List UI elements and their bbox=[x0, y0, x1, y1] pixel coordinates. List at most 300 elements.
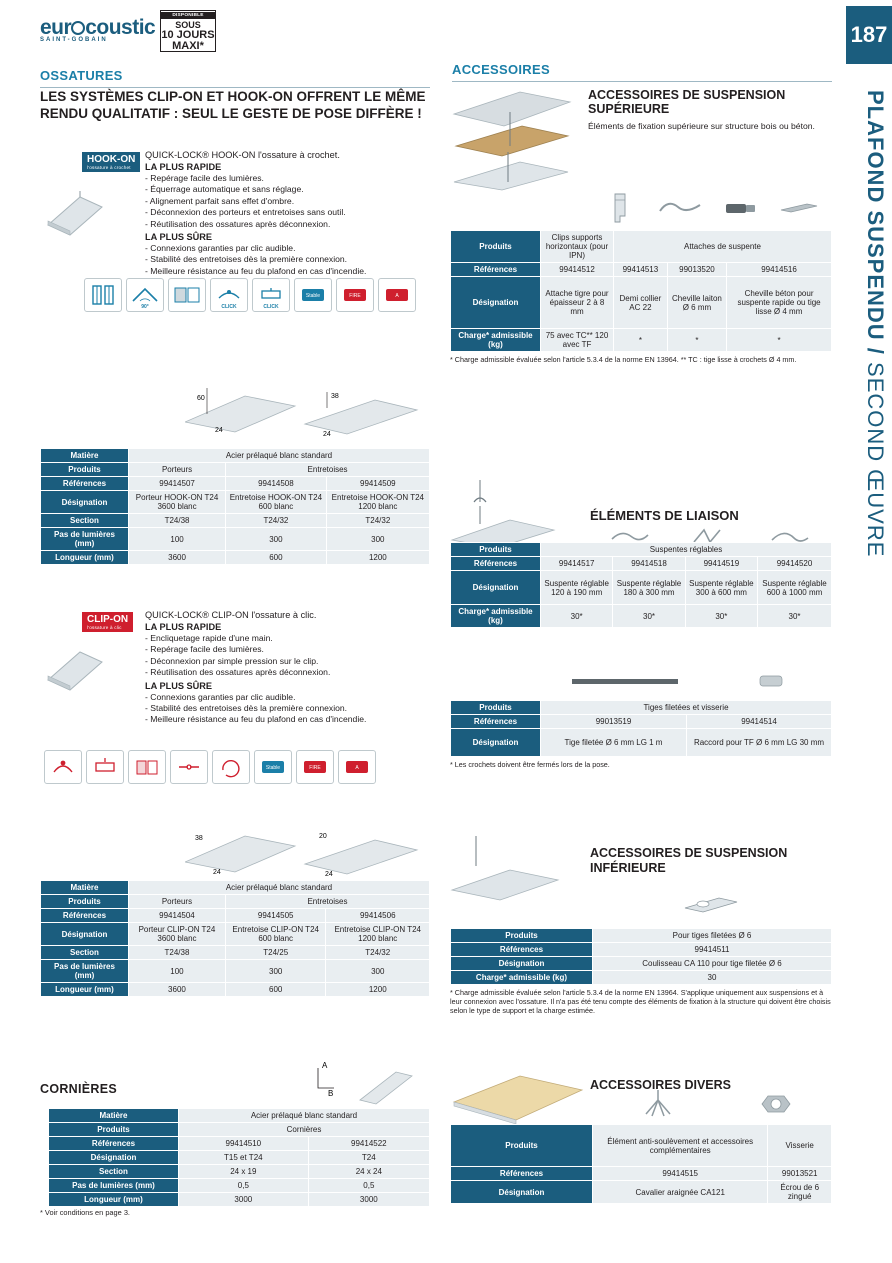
table-suspension-sup bbox=[450, 230, 832, 352]
cornieres-heading bbox=[40, 1082, 150, 1096]
cell: 99414504 bbox=[129, 909, 226, 923]
table-row bbox=[41, 923, 430, 946]
cell: 0,5 bbox=[179, 1179, 309, 1193]
table-row bbox=[451, 277, 832, 329]
liaison-image bbox=[450, 478, 560, 552]
table-row bbox=[451, 701, 832, 715]
hook-on-list-2 bbox=[145, 243, 435, 277]
table-row bbox=[49, 1123, 430, 1137]
clip-on-pictogram-row bbox=[44, 750, 376, 784]
row-label: Désignation bbox=[451, 571, 541, 605]
row-label: Désignation bbox=[451, 277, 541, 329]
table-row bbox=[49, 1137, 430, 1151]
cell: 99414519 bbox=[685, 557, 757, 571]
cell: 99414509 bbox=[326, 477, 429, 491]
table-row bbox=[451, 1167, 832, 1181]
cell: Demi collier AC 22 bbox=[614, 277, 668, 329]
svg-text:A: A bbox=[322, 1062, 328, 1070]
row-label: Charge* admissible (kg) bbox=[451, 329, 541, 352]
table-row bbox=[49, 1179, 430, 1193]
clip-on-heading-1: LA PLUS RAPIDE bbox=[145, 622, 222, 632]
row-label: Produits bbox=[451, 1125, 593, 1167]
cell: T24/38 bbox=[129, 514, 226, 528]
row-label: Produits bbox=[451, 701, 541, 715]
picto-caption: CLICK bbox=[263, 304, 279, 310]
cell: Entretoise CLIP-ON T24 600 blanc bbox=[225, 923, 326, 946]
cell: 300 bbox=[226, 528, 327, 551]
table-row bbox=[41, 909, 430, 923]
page-side-tab bbox=[846, 0, 892, 1263]
liaison-note: * Les crochets doivent être fermés lors de la pose. bbox=[450, 760, 610, 769]
click2-icon bbox=[252, 278, 290, 312]
table-row bbox=[41, 960, 430, 983]
cell: Écrou de 6 zingué bbox=[768, 1181, 832, 1204]
ecrou-icon bbox=[758, 1090, 794, 1120]
cell: 1200 bbox=[326, 983, 430, 997]
row-label: Désignation bbox=[41, 923, 129, 946]
row-label: Section bbox=[49, 1165, 179, 1179]
cavalier-araignee-icon bbox=[635, 1086, 681, 1122]
svg-text:FIRE: FIRE bbox=[349, 293, 361, 299]
cell: T15 et T24 bbox=[179, 1151, 309, 1165]
cell: 75 avec TC** 120 avec TF bbox=[541, 329, 614, 352]
svg-text:FIRE: FIRE bbox=[309, 765, 321, 771]
cell: Suspente réglable 180 à 300 mm bbox=[613, 571, 685, 605]
cell: Acier prélaqué blanc standard bbox=[129, 881, 430, 895]
cell: 99414513 bbox=[614, 263, 668, 277]
clip-on-badge bbox=[82, 612, 133, 632]
clip-on-section-drawing bbox=[185, 818, 425, 882]
raccord-icon bbox=[712, 671, 832, 693]
svg-text:Stable: Stable bbox=[305, 293, 321, 299]
list-item: - Meilleure résistance au feu du plafond en cas d'incendie. bbox=[145, 714, 435, 725]
clip-on-specs-table bbox=[40, 880, 430, 997]
cell: 30* bbox=[758, 605, 832, 628]
row-label: Produits bbox=[451, 231, 541, 263]
svg-text:A: A bbox=[355, 765, 359, 771]
suspension-sup-image bbox=[450, 86, 580, 198]
row-label: Désignation bbox=[49, 1151, 179, 1165]
cell: 100 bbox=[129, 528, 226, 551]
row-label: Section bbox=[41, 946, 129, 960]
cheville-beton-icon bbox=[770, 187, 830, 229]
cell: Suspente réglable 120 à 190 mm bbox=[541, 571, 613, 605]
table-row bbox=[451, 605, 832, 628]
table-row bbox=[451, 329, 832, 352]
cell: 0,5 bbox=[308, 1179, 429, 1193]
right-section-rule bbox=[452, 81, 832, 82]
table-row bbox=[451, 971, 832, 985]
cell: 300 bbox=[225, 960, 326, 983]
cell: Attache tigre pour épaisseur 2 à 8 mm bbox=[541, 277, 614, 329]
row-label: Produits bbox=[451, 543, 541, 557]
one-hand-clip-icon bbox=[44, 750, 82, 784]
table-row bbox=[451, 231, 832, 263]
picto-caption: 90° bbox=[141, 304, 149, 310]
stable-system-icon bbox=[254, 750, 292, 784]
right-section-heading bbox=[452, 62, 832, 82]
svg-text:B: B bbox=[328, 1089, 334, 1098]
row-label: Désignation bbox=[451, 1181, 593, 1204]
suspension-sup-title: ACCESSOIRES DE SUSPENSION SUPÉRIEURE bbox=[588, 88, 786, 116]
clip-on-badge-sub: l'ossature à clic bbox=[87, 625, 122, 630]
fire-break-icon bbox=[336, 278, 374, 312]
suspension-inf-table-wrap bbox=[450, 928, 832, 1015]
badge-line1: SOUS bbox=[175, 20, 201, 30]
hook-on-heading-1: LA PLUS RAPIDE bbox=[145, 162, 222, 172]
table-row bbox=[49, 1151, 430, 1165]
table-row bbox=[49, 1109, 430, 1123]
disconnect-icon bbox=[170, 750, 208, 784]
list-item: - Stabilité des entretoises dès la première connexion. bbox=[145, 703, 435, 714]
hook-on-section-drawing bbox=[185, 378, 425, 442]
row-label: Matière bbox=[49, 1109, 179, 1123]
table-row bbox=[41, 449, 430, 463]
cell: * bbox=[614, 329, 668, 352]
cell: 1200 bbox=[326, 551, 429, 565]
hook-on-badge-sub: l'ossature à crochet bbox=[87, 165, 131, 170]
cell: 600 bbox=[226, 551, 327, 565]
cell: 99414512 bbox=[541, 263, 614, 277]
cornieres-table-wrap bbox=[48, 1108, 430, 1207]
demi-collier-icon bbox=[651, 187, 711, 229]
table-hook-on bbox=[40, 448, 430, 565]
cell: 300 bbox=[326, 528, 429, 551]
cell: 600 bbox=[225, 983, 326, 997]
suspension-sup-table-wrap bbox=[450, 230, 832, 364]
cell: 3600 bbox=[129, 551, 226, 565]
hook-on-pictogram-row bbox=[84, 278, 416, 312]
cell: 30* bbox=[685, 605, 757, 628]
clip-on-list-1 bbox=[145, 633, 435, 679]
svg-text:60: 60 bbox=[197, 395, 205, 402]
cell: Porteurs bbox=[129, 463, 226, 477]
cell: 24 x 24 bbox=[308, 1165, 429, 1179]
table-row bbox=[451, 557, 832, 571]
cell: Entretoise HOOK-ON T24 1200 blanc bbox=[326, 491, 429, 514]
cell: Suspente réglable 300 à 600 mm bbox=[685, 571, 757, 605]
list-item: - Encliquetage rapide d'une main. bbox=[145, 633, 435, 644]
row-label: Produits bbox=[451, 929, 593, 943]
svg-text:24: 24 bbox=[325, 871, 333, 878]
side-title-bold: PLAFOND SUSPENDU / bbox=[863, 90, 888, 355]
divers-icon-row bbox=[596, 1070, 832, 1124]
row-label: Matière bbox=[41, 449, 129, 463]
corniere-drawing bbox=[300, 1062, 420, 1112]
section-side-title bbox=[848, 90, 888, 790]
fire-break-icon bbox=[296, 750, 334, 784]
cell: Acier prélaqué blanc standard bbox=[179, 1109, 430, 1123]
brand-name-part1: eur bbox=[40, 16, 72, 39]
table-row bbox=[41, 551, 430, 565]
table-row bbox=[451, 263, 832, 277]
cell: 24 x 19 bbox=[179, 1165, 309, 1179]
badge-line3: MAXI* bbox=[172, 40, 204, 52]
brand-name-part2: coustic bbox=[85, 16, 156, 39]
cell: Suspentes réglables bbox=[541, 543, 832, 557]
clip-on-text-block bbox=[145, 610, 435, 726]
fire-break-a-icon bbox=[378, 278, 416, 312]
row-label: Charge* admissible (kg) bbox=[451, 605, 541, 628]
suspension-inf-image bbox=[450, 832, 570, 914]
liaison-title: ÉLÉMENTS DE LIAISON bbox=[590, 508, 739, 523]
table-row bbox=[41, 514, 430, 528]
stable-system-icon bbox=[294, 278, 332, 312]
hook-on-badge-label: HOOK-ON bbox=[87, 154, 136, 165]
list-item: - Réutilisation des ossatures après déconnexion. bbox=[145, 667, 435, 678]
svg-text:A: A bbox=[395, 293, 399, 299]
table-row bbox=[451, 943, 832, 957]
cell: T24/25 bbox=[225, 946, 326, 960]
row-label: Références bbox=[451, 943, 593, 957]
cell: 99414522 bbox=[308, 1137, 429, 1151]
hook-on-list-1 bbox=[145, 173, 435, 230]
table-row bbox=[49, 1165, 430, 1179]
list-item: - Meilleure résistance au feu du plafond en cas d'incendie. bbox=[145, 266, 435, 277]
tiges-table-wrap bbox=[450, 700, 832, 769]
table-row bbox=[451, 543, 832, 557]
page-title: LES SYSTÈMES CLIP-ON ET HOOK-ON OFFRENT LE MÊME RENDU QUALITATIF : SEUL LE GESTE DE POSE DIFFÈRE ! bbox=[40, 89, 426, 121]
shadow-icon bbox=[168, 278, 206, 312]
picto-caption: CLICK bbox=[221, 304, 237, 310]
clip-on-badge-label: CLIP-ON bbox=[87, 614, 129, 625]
hook-on-profile-image bbox=[40, 185, 110, 242]
row-label: Pas de lumières (mm) bbox=[49, 1179, 179, 1193]
table-cornieres bbox=[48, 1108, 430, 1207]
cell: 99013521 bbox=[768, 1167, 832, 1181]
suspension-sup-note: * Charge admissible évaluée selon l'article 5.3.4 de la norme EN 13964. ** TC : tige lisse à crochets Ø 4 mm. bbox=[450, 355, 797, 364]
cell: 99013520 bbox=[667, 263, 726, 277]
brand-logo-circle-icon bbox=[71, 21, 85, 35]
tige-filetee-icon bbox=[540, 674, 712, 690]
angle-90-icon bbox=[126, 278, 164, 312]
row-label: Références bbox=[41, 909, 129, 923]
row-label: Produits bbox=[49, 1123, 179, 1137]
table-row bbox=[49, 1193, 430, 1207]
cell: Pour tiges filetées Ø 6 bbox=[593, 929, 832, 943]
row-label: Charge* admissible (kg) bbox=[451, 971, 593, 985]
list-item: - Stabilité des entretoises dès la première connexion. bbox=[145, 254, 435, 265]
table-row bbox=[41, 881, 430, 895]
coulisseau-icon bbox=[590, 882, 832, 928]
cell: Raccord pour TF Ø 6 mm LG 30 mm bbox=[687, 729, 832, 757]
svg-text:38: 38 bbox=[331, 393, 339, 400]
cell: Entretoise HOOK-ON T24 600 blanc bbox=[226, 491, 327, 514]
row-label: Produits bbox=[41, 895, 129, 909]
row-label: Désignation bbox=[41, 491, 129, 514]
cell: Cavalier araignée CA121 bbox=[593, 1181, 768, 1204]
hook-on-intro: QUICK-LOCK® HOOK-ON l'ossature à crochet. bbox=[145, 150, 340, 160]
mark-lights-icon bbox=[128, 750, 166, 784]
list-item: - Alignement parfait sans effet d'ombre. bbox=[145, 196, 435, 207]
cell: 99414515 bbox=[593, 1167, 768, 1181]
cell: 99414520 bbox=[758, 557, 832, 571]
divers-title: ACCESSOIRES DIVERS bbox=[590, 1078, 732, 1092]
table-row bbox=[451, 715, 832, 729]
clip-support-icon bbox=[591, 187, 651, 229]
hook-on-heading-2: LA PLUS SÛRE bbox=[145, 232, 213, 243]
cell: T24/32 bbox=[326, 514, 429, 528]
cell: Acier prélaqué blanc standard bbox=[129, 449, 430, 463]
cell: 30* bbox=[613, 605, 685, 628]
row-label: Pas de lumières (mm) bbox=[41, 528, 129, 551]
cell: Élément anti-soulèvement et accessoires complémentaires bbox=[593, 1125, 768, 1167]
cell: 3600 bbox=[129, 983, 226, 997]
cell: 99013519 bbox=[541, 715, 687, 729]
table-row bbox=[41, 946, 430, 960]
cell: 99414518 bbox=[613, 557, 685, 571]
row-label: Longueur (mm) bbox=[49, 1193, 179, 1207]
suspension-inf-title: ACCESSOIRES DE SUSPENSION INFÉRIEURE bbox=[590, 846, 788, 875]
cell: 99414508 bbox=[226, 477, 327, 491]
fire-break-a-icon bbox=[338, 750, 376, 784]
cell: Cheville béton pour suspente rapide ou tige lisse Ø 4 mm bbox=[727, 277, 832, 329]
cell: Porteur CLIP-ON T24 3600 blanc bbox=[129, 923, 226, 946]
cell: 99414516 bbox=[727, 263, 832, 277]
cell: Entretoise CLIP-ON T24 1200 blanc bbox=[326, 923, 430, 946]
cell: Coulisseau CA 110 pour tige filetée Ø 6 bbox=[593, 957, 832, 971]
cell: 99414507 bbox=[129, 477, 226, 491]
brand-logo bbox=[40, 16, 170, 50]
row-label: Références bbox=[49, 1137, 179, 1151]
cell: Entretoises bbox=[226, 463, 430, 477]
list-item: - Connexions garanties par clic audible. bbox=[145, 692, 435, 703]
svg-text:20: 20 bbox=[319, 833, 327, 840]
cell: 3000 bbox=[179, 1193, 309, 1207]
page-number: 187 bbox=[846, 6, 892, 64]
cell: 100 bbox=[129, 960, 226, 983]
table-row bbox=[451, 571, 832, 605]
list-item: - Déconnexion des porteurs et entretoises sans outil. bbox=[145, 207, 435, 218]
right-section-title: ACCESSOIRES bbox=[452, 62, 550, 77]
svg-text:Stable: Stable bbox=[265, 765, 281, 771]
suspension-sup-heading bbox=[588, 88, 833, 132]
availability-badge bbox=[160, 10, 216, 52]
list-item: - Déconnexion par simple pression sur le clip. bbox=[145, 656, 435, 667]
side-title-rest: SECOND ŒUVRE bbox=[863, 354, 888, 558]
table-tiges bbox=[450, 700, 832, 757]
svg-text:24: 24 bbox=[213, 869, 221, 876]
cell: 99414505 bbox=[225, 909, 326, 923]
hook-on-text-block bbox=[145, 150, 435, 277]
row-label: Références bbox=[451, 263, 541, 277]
cell: Tige filetée Ø 6 mm LG 1 m bbox=[541, 729, 687, 757]
svg-text:38: 38 bbox=[195, 835, 203, 842]
suspension-inf-note: * Charge admissible évaluée selon l'article 5.3.4 de la norme EN 13964. S'applique uniquement aux suspensions et à leur connexion avec l'ossature. Il n'a pas été tenu compte des éléments de fixation à la structure qui doivent être choisis selon le type de support et la charge estimée. bbox=[450, 988, 831, 1015]
table-row bbox=[451, 929, 832, 943]
row-label: Longueur (mm) bbox=[41, 983, 129, 997]
row-label: Références bbox=[451, 1167, 593, 1181]
clip-on-tag bbox=[82, 612, 133, 632]
row-label: Longueur (mm) bbox=[41, 551, 129, 565]
press-clip-icon bbox=[86, 750, 124, 784]
cell: T24/32 bbox=[326, 946, 430, 960]
divers-table-wrap bbox=[450, 1124, 832, 1204]
cell: Visserie bbox=[768, 1125, 832, 1167]
list-item: - Repérage facile des lumières. bbox=[145, 644, 435, 655]
tiges-icon-row bbox=[540, 664, 832, 700]
cell: Attaches de suspente bbox=[614, 231, 832, 263]
cell: Suspente réglable 600 à 1000 mm bbox=[758, 571, 832, 605]
cell: T24/32 bbox=[226, 514, 327, 528]
click-icon bbox=[210, 278, 248, 312]
table-row bbox=[451, 957, 832, 971]
cell: 99414517 bbox=[541, 557, 613, 571]
suspension-sup-icon-row bbox=[590, 186, 830, 230]
table-row bbox=[41, 983, 430, 997]
cell: 30 bbox=[593, 971, 832, 985]
cell: * bbox=[727, 329, 832, 352]
mount-icon bbox=[84, 278, 122, 312]
cell: Cornières bbox=[179, 1123, 430, 1137]
cell: 300 bbox=[326, 960, 430, 983]
table-row bbox=[41, 491, 430, 514]
table-row bbox=[41, 528, 430, 551]
cell: Porteurs bbox=[129, 895, 226, 909]
table-row bbox=[41, 477, 430, 491]
hook-on-specs-table bbox=[40, 448, 430, 565]
brand-subline: SAINT-GOBAIN bbox=[40, 37, 108, 43]
svg-text:24: 24 bbox=[215, 427, 223, 434]
cornieres-title: CORNIÈRES bbox=[40, 1082, 118, 1096]
table-row bbox=[451, 1181, 832, 1204]
row-label: Désignation bbox=[451, 729, 541, 757]
cell: 3000 bbox=[308, 1193, 429, 1207]
row-label: Produits bbox=[41, 463, 129, 477]
cell: T24/38 bbox=[129, 946, 226, 960]
table-row bbox=[451, 729, 832, 757]
clip-on-intro: QUICK-LOCK® CLIP-ON l'ossature à clic. bbox=[145, 610, 317, 620]
row-label: Matière bbox=[41, 881, 129, 895]
clip-on-heading-2: LA PLUS SÛRE bbox=[145, 680, 213, 691]
row-label: Références bbox=[451, 715, 541, 729]
cell: Clips supports horizontaux (pour IPN) bbox=[541, 231, 614, 263]
table-divers bbox=[450, 1124, 832, 1204]
left-section-title: OSSATURES bbox=[40, 68, 123, 83]
suspension-sup-desc: Éléments de fixation supérieure sur structure bois ou béton. bbox=[588, 121, 815, 131]
cell: Porteur HOOK-ON T24 3600 blanc bbox=[129, 491, 226, 514]
row-label: Désignation bbox=[451, 957, 593, 971]
left-section-heading bbox=[40, 68, 430, 88]
svg-text:24: 24 bbox=[323, 431, 331, 438]
list-item: - Connexions garanties par clic audible. bbox=[145, 243, 435, 254]
cell: * bbox=[667, 329, 726, 352]
row-label: Section bbox=[41, 514, 129, 528]
clip-on-list-2 bbox=[145, 692, 435, 726]
cell: Tiges filetées et visserie bbox=[541, 701, 832, 715]
cheville-laiton-icon bbox=[710, 187, 770, 229]
hook-on-badge bbox=[82, 152, 140, 172]
list-item: - Réutilisation des ossatures après déconnexion. bbox=[145, 219, 435, 230]
hook-on-tag bbox=[82, 152, 140, 172]
reuse-icon bbox=[212, 750, 250, 784]
table-liaison bbox=[450, 542, 832, 628]
row-label: Pas de lumières (mm) bbox=[41, 960, 129, 983]
table-row bbox=[41, 463, 430, 477]
cell: 99414514 bbox=[687, 715, 832, 729]
table-row bbox=[41, 895, 430, 909]
cell: 99414511 bbox=[593, 943, 832, 957]
clip-on-profile-image bbox=[40, 640, 110, 697]
badge-line2: 10 JOURS bbox=[161, 29, 215, 41]
cell: 99414506 bbox=[326, 909, 430, 923]
cell: 99414510 bbox=[179, 1137, 309, 1151]
cell: 30* bbox=[541, 605, 613, 628]
table-row bbox=[451, 1125, 832, 1167]
cell: T24 bbox=[308, 1151, 429, 1165]
liaison-table-wrap bbox=[450, 542, 832, 628]
row-label: Références bbox=[451, 557, 541, 571]
